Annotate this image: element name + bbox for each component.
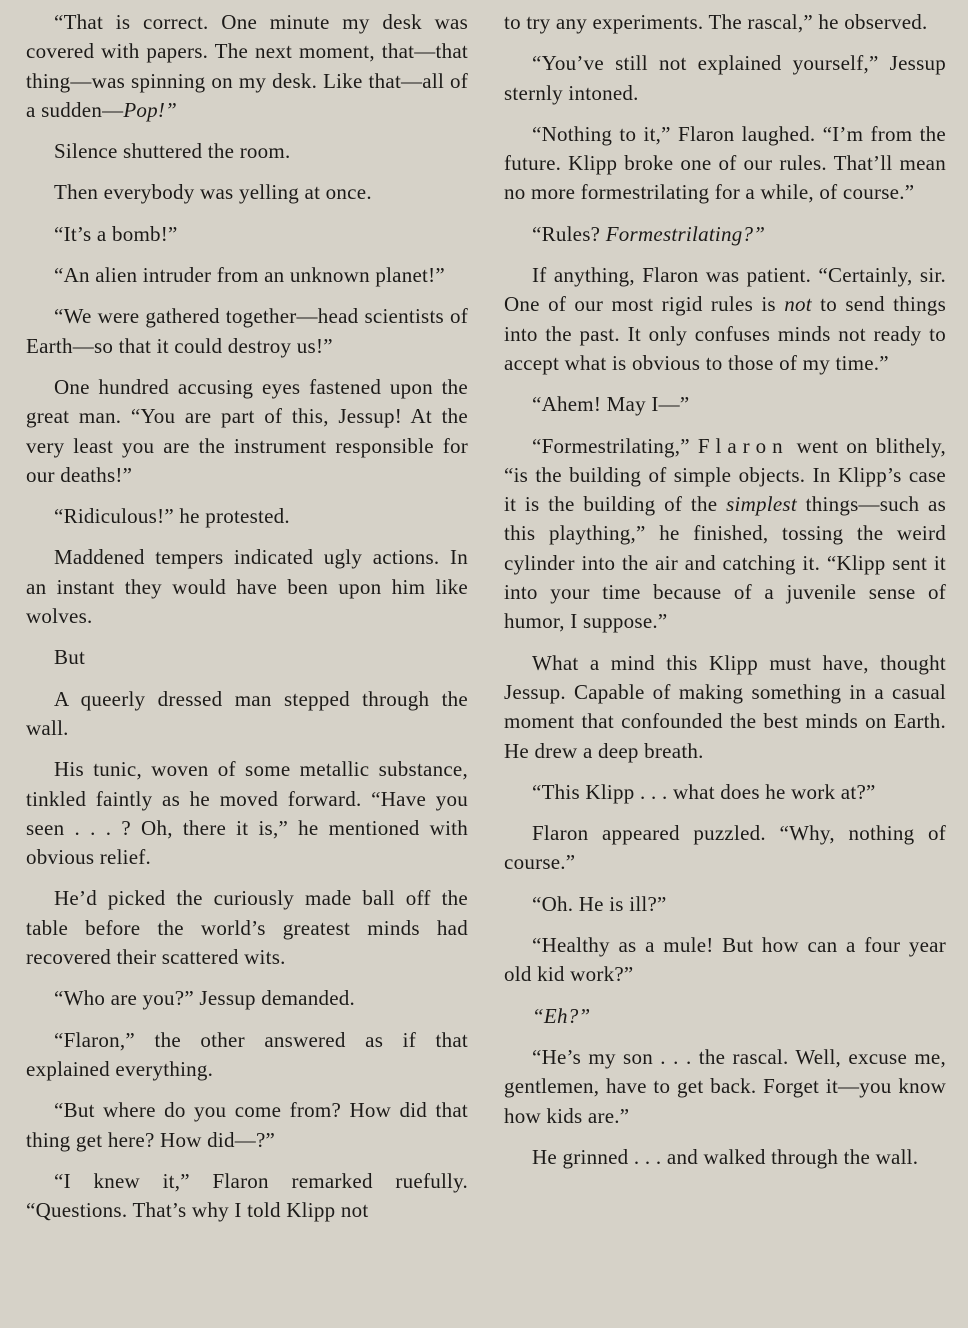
paragraph-text: “That is correct. One minute my desk was covered with papers. The next moment, that—that thing—was spinning on my desk. Like that—all of a sudden— [26, 10, 468, 122]
paragraph: Flaron appeared puzzled. “Why, nothing of course.” [504, 821, 946, 875]
paragraph-text: “Rules? [532, 221, 606, 246]
left-text-column [26, 8, 468, 1237]
italic-text: simplest [726, 492, 797, 517]
italic-text: “Eh?” [532, 1003, 591, 1028]
paragraph: “You’ve still not explained yourself,” Jessup sternly intoned. [504, 51, 946, 105]
paragraph: “An alien intruder from an unknown planet!” [54, 263, 445, 288]
paragraph: Then everybody was yelling at once. [54, 180, 372, 205]
paragraph: “This Klipp . . . what does he work at?” [532, 779, 876, 804]
paragraph [504, 432, 946, 637]
italic-text: Formestrilating?” [605, 221, 766, 246]
right-text-column [504, 8, 946, 1184]
paragraph: “Who are you?” Jessup demanded. [54, 986, 356, 1011]
paragraph: What a mind this Klipp must have, thought Jessup. Capable of making something in a casual moment that confounded the best minds on Earth. He drew a deep breath. [504, 650, 946, 763]
paragraph: “Nothing to it,” Flaron laughed. “I’m from the future. Klipp broke one of our rules. That’ll mean no more formestrilating for a while, of course.” [504, 121, 946, 205]
paragraph: A queerly dressed man stepped through the wall. [26, 686, 468, 740]
paragraph: “Ridiculous!” he protested. [54, 504, 290, 529]
paragraph: But [54, 645, 86, 670]
paragraph: “Oh. He is ill?” [532, 891, 667, 916]
paragraph: “It’s a bomb!” [54, 221, 178, 246]
paragraph-text: went on blithely, “is the building of simple objects. In Klipp’s case it is the building of the [504, 433, 947, 517]
paragraph [504, 220, 946, 249]
paragraph [504, 1002, 946, 1031]
paragraph-text: If anything, Flaron was patient. “Certainly, sir. One of our most rigid rules is [504, 263, 946, 317]
italic-text: not [784, 292, 812, 317]
paragraph [504, 261, 946, 378]
paragraph-text: “Formestrilating,” [532, 433, 690, 458]
paragraph: Maddened tempers indicated ugly actions. In an instant they would have been upon him like wolves. [26, 545, 468, 629]
spaced-name: Flaron [697, 433, 789, 458]
paragraph-text: things—such as this plaything,” he finished, tossing the weird cylinder into the air and catching it. “Klipp sent it into your time because of a juvenile sense of humor, I suppose.” [504, 492, 947, 634]
paragraph: Silence shuttered the room. [54, 139, 291, 164]
paragraph: “Flaron,” the other answered as if that explained everything. [26, 1027, 468, 1081]
paragraph: His tunic, woven of some metallic substance, tinkled faintly as he moved forward. “Have you seen . . . ? Oh, there it is,” he mentioned with obvious relief. [26, 757, 468, 870]
column-gutter [484, 10, 485, 1310]
paragraph: “But where do you come from? How did that thing get here? How did—?” [26, 1098, 468, 1152]
paragraph [26, 8, 468, 125]
paragraph: to try any experiments. The rascal,” he observed. [504, 10, 928, 34]
paragraph: “He’s my son . . . the rascal. Well, excuse me, gentlemen, have to get back. Forget it—you know how kids are.” [504, 1044, 946, 1128]
italic-text: Pop!” [123, 97, 178, 122]
paragraph-text: to send things into the past. It only confuses minds not ready to accept what is obvious to those of my time.” [504, 292, 946, 375]
paragraph: He grinned . . . and walked through the wall. [532, 1144, 919, 1169]
paragraph: “I knew it,” Flaron remarked ruefully. “Questions. That’s why I told Klipp not [26, 1168, 468, 1223]
paragraph: One hundred accusing eyes fastened upon the great man. “You are part of this, Jessup! At the very least you are the instrument responsible for our deaths!” [26, 374, 468, 487]
paragraph: “We were gathered together—head scientists of Earth—so that it could destroy us!” [26, 304, 468, 358]
paragraph: “Healthy as a mule! But how can a four year old kid work?” [504, 933, 946, 987]
paragraph: “Ahem! May I—” [532, 392, 690, 417]
paragraph: He’d picked the curiously made ball off the table before the world’s greatest minds had recovered their scattered wits. [26, 886, 468, 970]
